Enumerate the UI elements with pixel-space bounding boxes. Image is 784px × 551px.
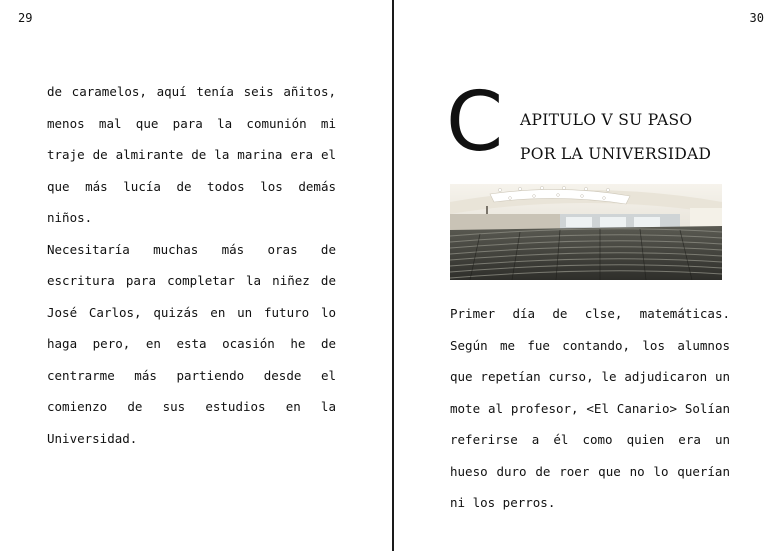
left-paragraph-2: Necesitaría muchas más oras de escritura para completar la niñez de José Carlos, quizás en un futuro lo haga pero, en esta ocasión he de centrarme más partiendo desde el comienzo de sus estudios en la Universidad.: [47, 241, 336, 446]
chapter-title: [520, 103, 760, 171]
chapter-title-line-2: POR LA UNIVERSIDAD: [520, 145, 712, 163]
right-page: [394, 0, 784, 551]
page-number-right: 30: [749, 11, 764, 25]
lecture-hall-photo: [450, 184, 722, 280]
right-paragraph-1: Primer día de clse, matemáticas. Según me fue contando, los alumnos que repetían curso, le adjudicaron un mote al profesor, <El Canario> Solían referirse a él como quien era un hueso duro de roer que no lo querían ni los perros.: [450, 306, 730, 510]
left-paragraph-1: de caramelos, aquí tenía seis añitos, menos mal que para la comunión mi traje de almirante de la marina era el que más lucía de todos los demás niños.: [47, 84, 336, 225]
chapter-title-line-1: APITULO V SU PASO: [520, 111, 693, 129]
right-page-text: [450, 298, 730, 519]
chapter-drop-cap: C: [446, 75, 504, 170]
lecture-hall-illustration: [450, 184, 722, 280]
page-number-left: 29: [18, 11, 33, 25]
left-page-text: [47, 76, 336, 454]
